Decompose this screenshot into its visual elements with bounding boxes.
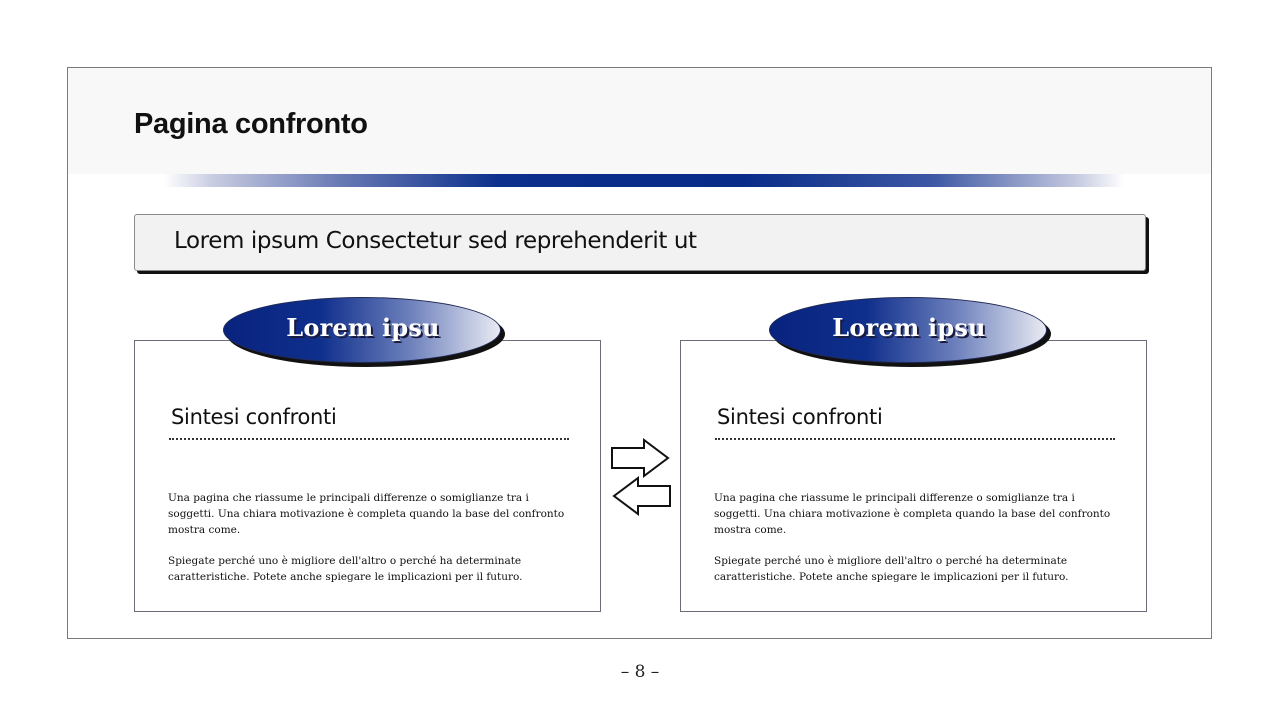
page-title: Pagina confronto <box>134 108 368 140</box>
exchange-arrows-icon <box>610 438 672 516</box>
dotted-divider <box>169 438 569 440</box>
subtitle-text: Lorem ipsum Consectetur sed reprehenderit ut <box>174 228 697 254</box>
badge-ellipse <box>769 297 1047 363</box>
panel-paragraph: Una pagina che riassume le principali differenze o somiglianze tra i soggetti. Una chiara motivazione è completa quando la base del confronto mostra come. <box>714 492 1111 536</box>
panel-badge-left <box>223 297 507 369</box>
subtitle-banner <box>134 214 1146 271</box>
panel-paragraph: Spiegate perché uno è migliore dell'altro o perché ha determinate caratteristiche. Potete anche spiegare le implicazioni per il futuro. <box>714 555 1069 583</box>
panel-heading: Sintesi confronti <box>717 405 883 429</box>
comparison-panel-right <box>680 340 1147 612</box>
panel-paragraph: Spiegate perché uno è migliore dell'altro o perché ha determinate caratteristiche. Potete anche spiegare le implicazioni per il futuro. <box>168 555 523 583</box>
comparison-panel-left <box>134 340 601 612</box>
panel-badge-right <box>769 297 1053 369</box>
badge-label: Lorem ipsu <box>832 313 986 342</box>
panel-paragraph: Una pagina che riassume le principali differenze o somiglianze tra i soggetti. Una chiara motivazione è completa quando la base del confronto mostra come. <box>168 492 565 536</box>
panel-body <box>168 490 578 600</box>
panel-heading: Sintesi confronti <box>171 405 337 429</box>
badge-ellipse <box>223 297 501 363</box>
title-underline-bar <box>164 174 1124 187</box>
panel-body <box>714 490 1124 600</box>
page-number: – 8 – <box>620 662 660 682</box>
badge-label: Lorem ipsu <box>286 313 440 342</box>
slide-frame <box>67 67 1212 639</box>
dotted-divider <box>715 438 1115 440</box>
